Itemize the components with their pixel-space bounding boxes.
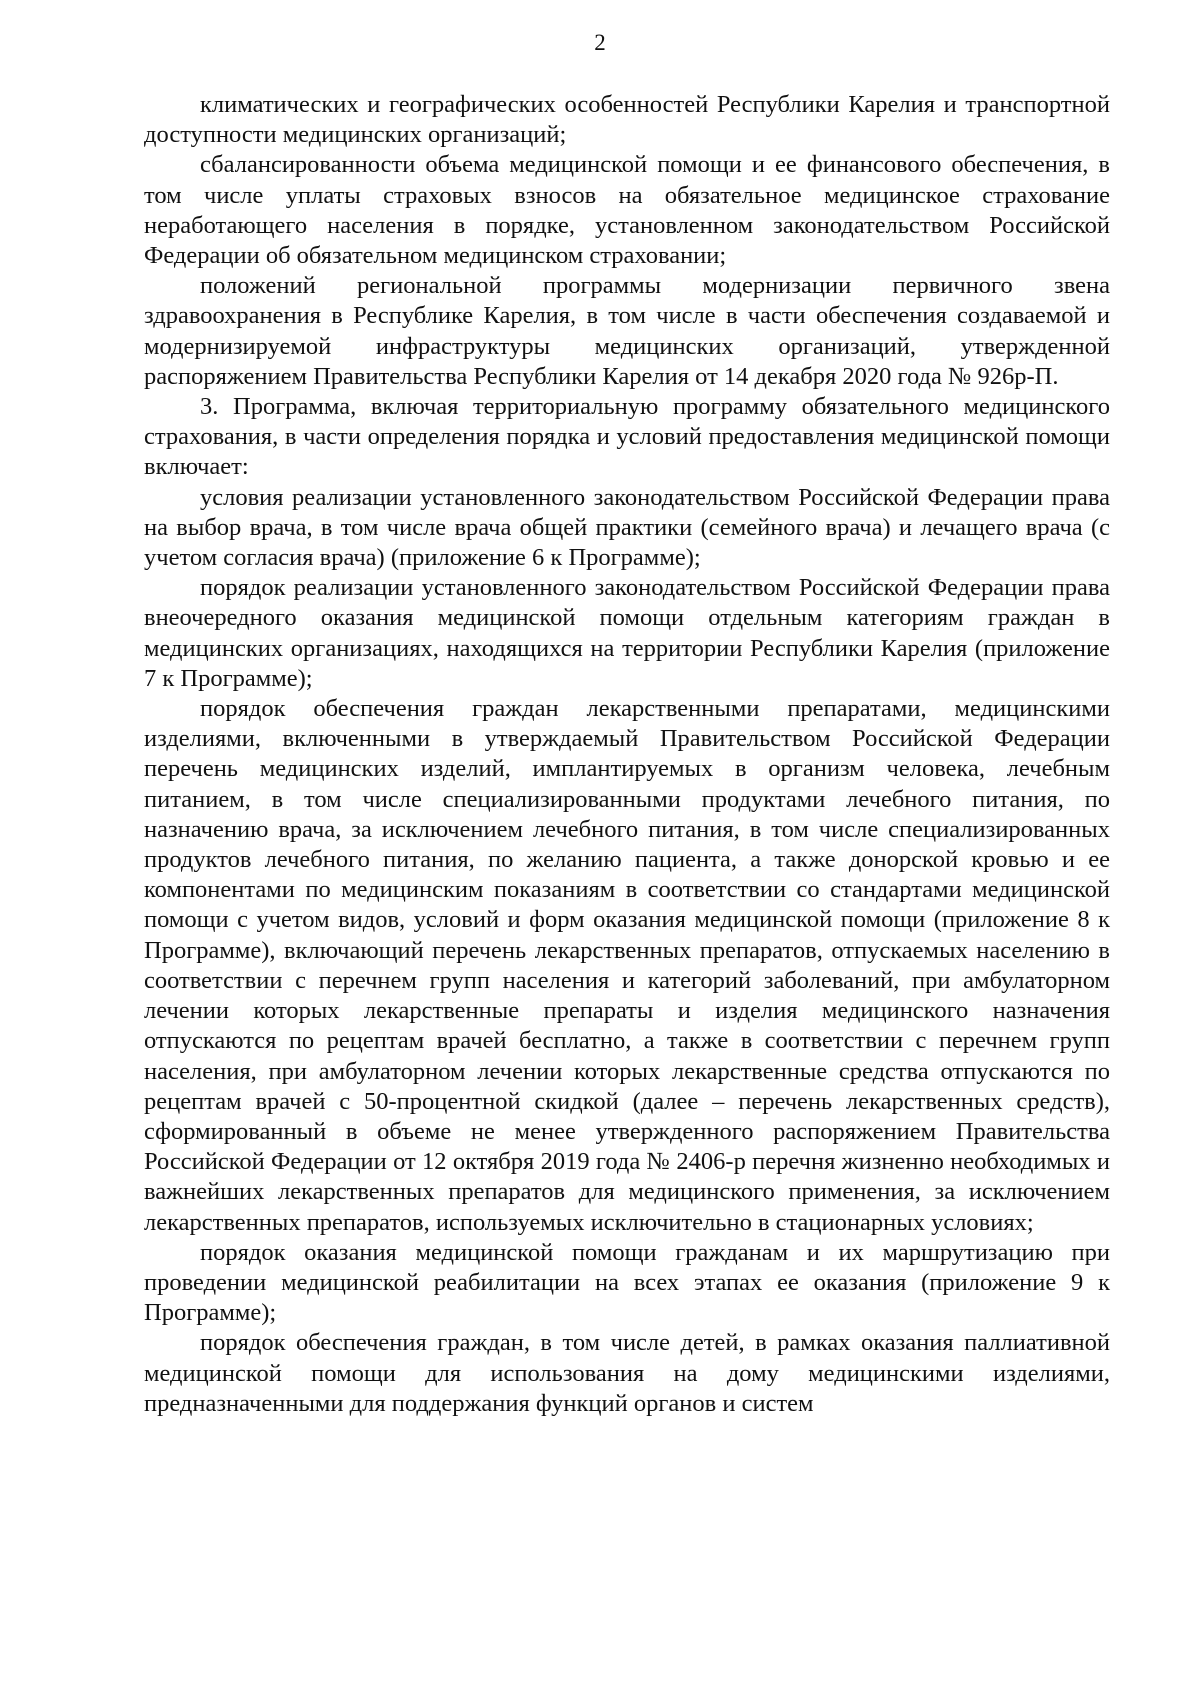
paragraph-priority-care: порядок реализации установленного законодательством Российской Федерации права внеочередного оказания медицинской помощи отдельным категориям граждан в медицинских организациях, находящихся на территории Республики Карелия (приложение 7 к Программе);: [144, 574, 1110, 692]
document-body: [144, 90, 1110, 1419]
paragraph-rehabilitation: порядок оказания медицинской помощи гражданам и их маршрутизацию при проведении медицинской реабилитации на всех этапах ее оказания (приложение 9 к Программе);: [144, 1238, 1110, 1327]
paragraph-palliative-care: порядок обеспечения граждан, в том числе детей, в рамках оказания паллиативной медицинской помощи для использования на дому медицинскими изделиями, предназначенными для поддержания функций органов и систем: [144, 1329, 1110, 1417]
paragraph-choice-of-doctor: условия реализации установленного законодательством Российской Федерации права на выбор врача, в том числе врача общей практики (семейного врача) и лечащего врача (с учетом согласия врача) (приложение 6 к Программе);: [144, 483, 1110, 572]
paragraph-medicines-provision: порядок обеспечения граждан лекарственными препаратами, медицинскими изделиями, включенными в утверждаемый Правительством Российской Федерации перечень медицинских изделий, имплантируемых в организм человека, лечебным питанием, в том числе специализированными продуктами лечебного питания, по назначению врача, за исключением лечебного питания, в том числе специализированных продуктов лечебного питания, по желанию пациента, а также донорской кровью и ее компонентами по медицинским показаниям в соответствии со стандартами медицинской помощи с учетом видов, условий и форм оказания медицинской помощи (приложение 8 к Программе), включающий перечень лекарственных препаратов, отпускаемых населению в соответствии с перечнем групп населения и категорий заболеваний, при амбулаторном лечении которых лекарственные препараты и изделия медицинского назначения отпускаются по рецептам врачей бесплатно, а также в соответствии с перечнем групп населения, при амбулаторном лечении которых лекарственные средства отпускаются по рецептам врачей с 50-процентной скидкой (далее – перечень лекарственных средств), сформированный в объеме не менее утвержденного распоряжением Правительства Российской Федерации от 12 октября 2019 года № 2406-р перечня жизненно необходимых и важнейших лекарственных препаратов для медицинского применения, за исключением лекарственных препаратов, используемых исключительно в стационарных условиях;: [144, 695, 1110, 1236]
paragraph-item-3: 3. Программа, включая территориальную программу обязательного медицинского страхования, в части определения порядка и условий предоставления медицинской помощи включает:: [144, 393, 1110, 481]
paragraph-regional-program: положений региональной программы модернизации первичного звена здравоохранения в Республике Карелия, в том числе в части обеспечения создаваемой и модернизируемой инфраструктуры медицинских организаций, утвержденной распоряжением Правительства Республики Карелия от 14 декабря 2020 года № 926р-П.: [144, 272, 1110, 390]
paragraph-continuation-climatic: климатических и географических особенностей Республики Карелия и транспортной доступности медицинских организаций;: [144, 91, 1110, 149]
paragraph-balance-volume: сбалансированности объема медицинской помощи и ее финансового обеспечения, в том числе уплаты страховых взносов на обязательное медицинское страхование неработающего населения в порядке, установленном законодательством Российской Федерации об обязательном медицинском страховании;: [144, 151, 1110, 270]
page-number: 2: [594, 30, 606, 55]
